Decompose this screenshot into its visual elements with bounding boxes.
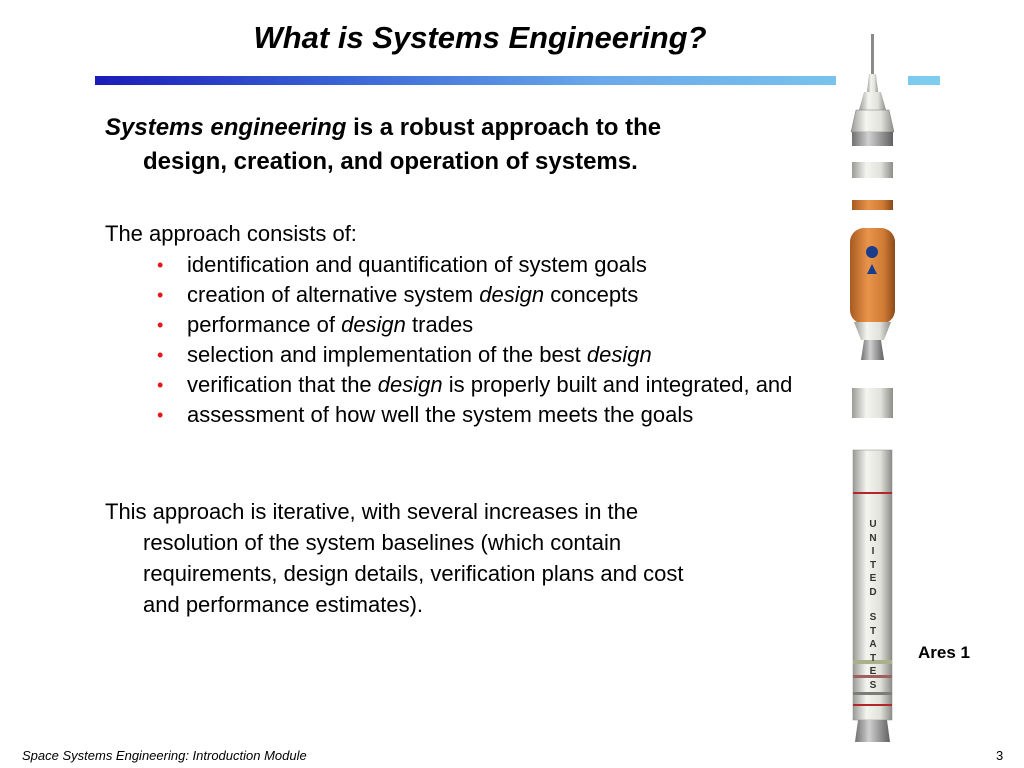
list-item: • selection and implementation of the best design xyxy=(155,344,795,366)
list-item: • assessment of how well the system meets the goals xyxy=(155,404,795,426)
rocket-letter: U xyxy=(869,519,877,530)
title-underline-bar xyxy=(95,76,940,85)
approach-steps-list xyxy=(155,254,795,434)
rocket-letter: E xyxy=(869,573,877,584)
list-item: • creation of alternative system design concepts xyxy=(155,284,795,306)
list-item: • performance of design trades xyxy=(155,314,795,336)
image-caption: Ares 1 xyxy=(918,643,970,662)
footer-text: Space Systems Engineering: Introduction Module xyxy=(22,748,307,763)
rocket-letter: S xyxy=(869,612,877,623)
list-item: • verification that the design is properly built and integrated, and xyxy=(155,374,795,396)
rocket-letter: N xyxy=(869,532,877,544)
rocket-letter: T xyxy=(869,625,877,637)
lead-statement xyxy=(105,111,805,179)
lead-rest: is a robust approach to the xyxy=(346,114,662,141)
lead-term: Systems engineering xyxy=(105,114,347,141)
rocket-letter: D xyxy=(869,586,877,598)
lead-line-2: design, creation, and operation of systems. xyxy=(143,148,638,175)
rocket-letter: T xyxy=(869,652,877,664)
rocket-letter: S xyxy=(869,679,877,691)
closing-paragraph xyxy=(105,496,805,620)
rocket-letter: E xyxy=(869,666,877,677)
closing-line-4: and performance estimates). xyxy=(143,592,424,617)
rocket-lettering xyxy=(866,518,880,692)
closing-line-3: requirements, design details, verification plans and cost xyxy=(143,561,684,586)
rocket-letter: T xyxy=(869,559,877,571)
rocket-letter: A xyxy=(869,639,877,650)
rocket-letter: I xyxy=(871,546,875,557)
slide-title: What is Systems Engineering? xyxy=(253,20,707,55)
page-number: 3 xyxy=(996,748,1004,763)
intro-text: The approach consists of: xyxy=(105,221,357,246)
closing-line-2: resolution of the system baselines (which contain xyxy=(143,530,622,555)
closing-line-1: This approach is iterative, with several increases in the xyxy=(105,499,639,524)
list-item: • identification and quantification of system goals xyxy=(155,254,795,276)
